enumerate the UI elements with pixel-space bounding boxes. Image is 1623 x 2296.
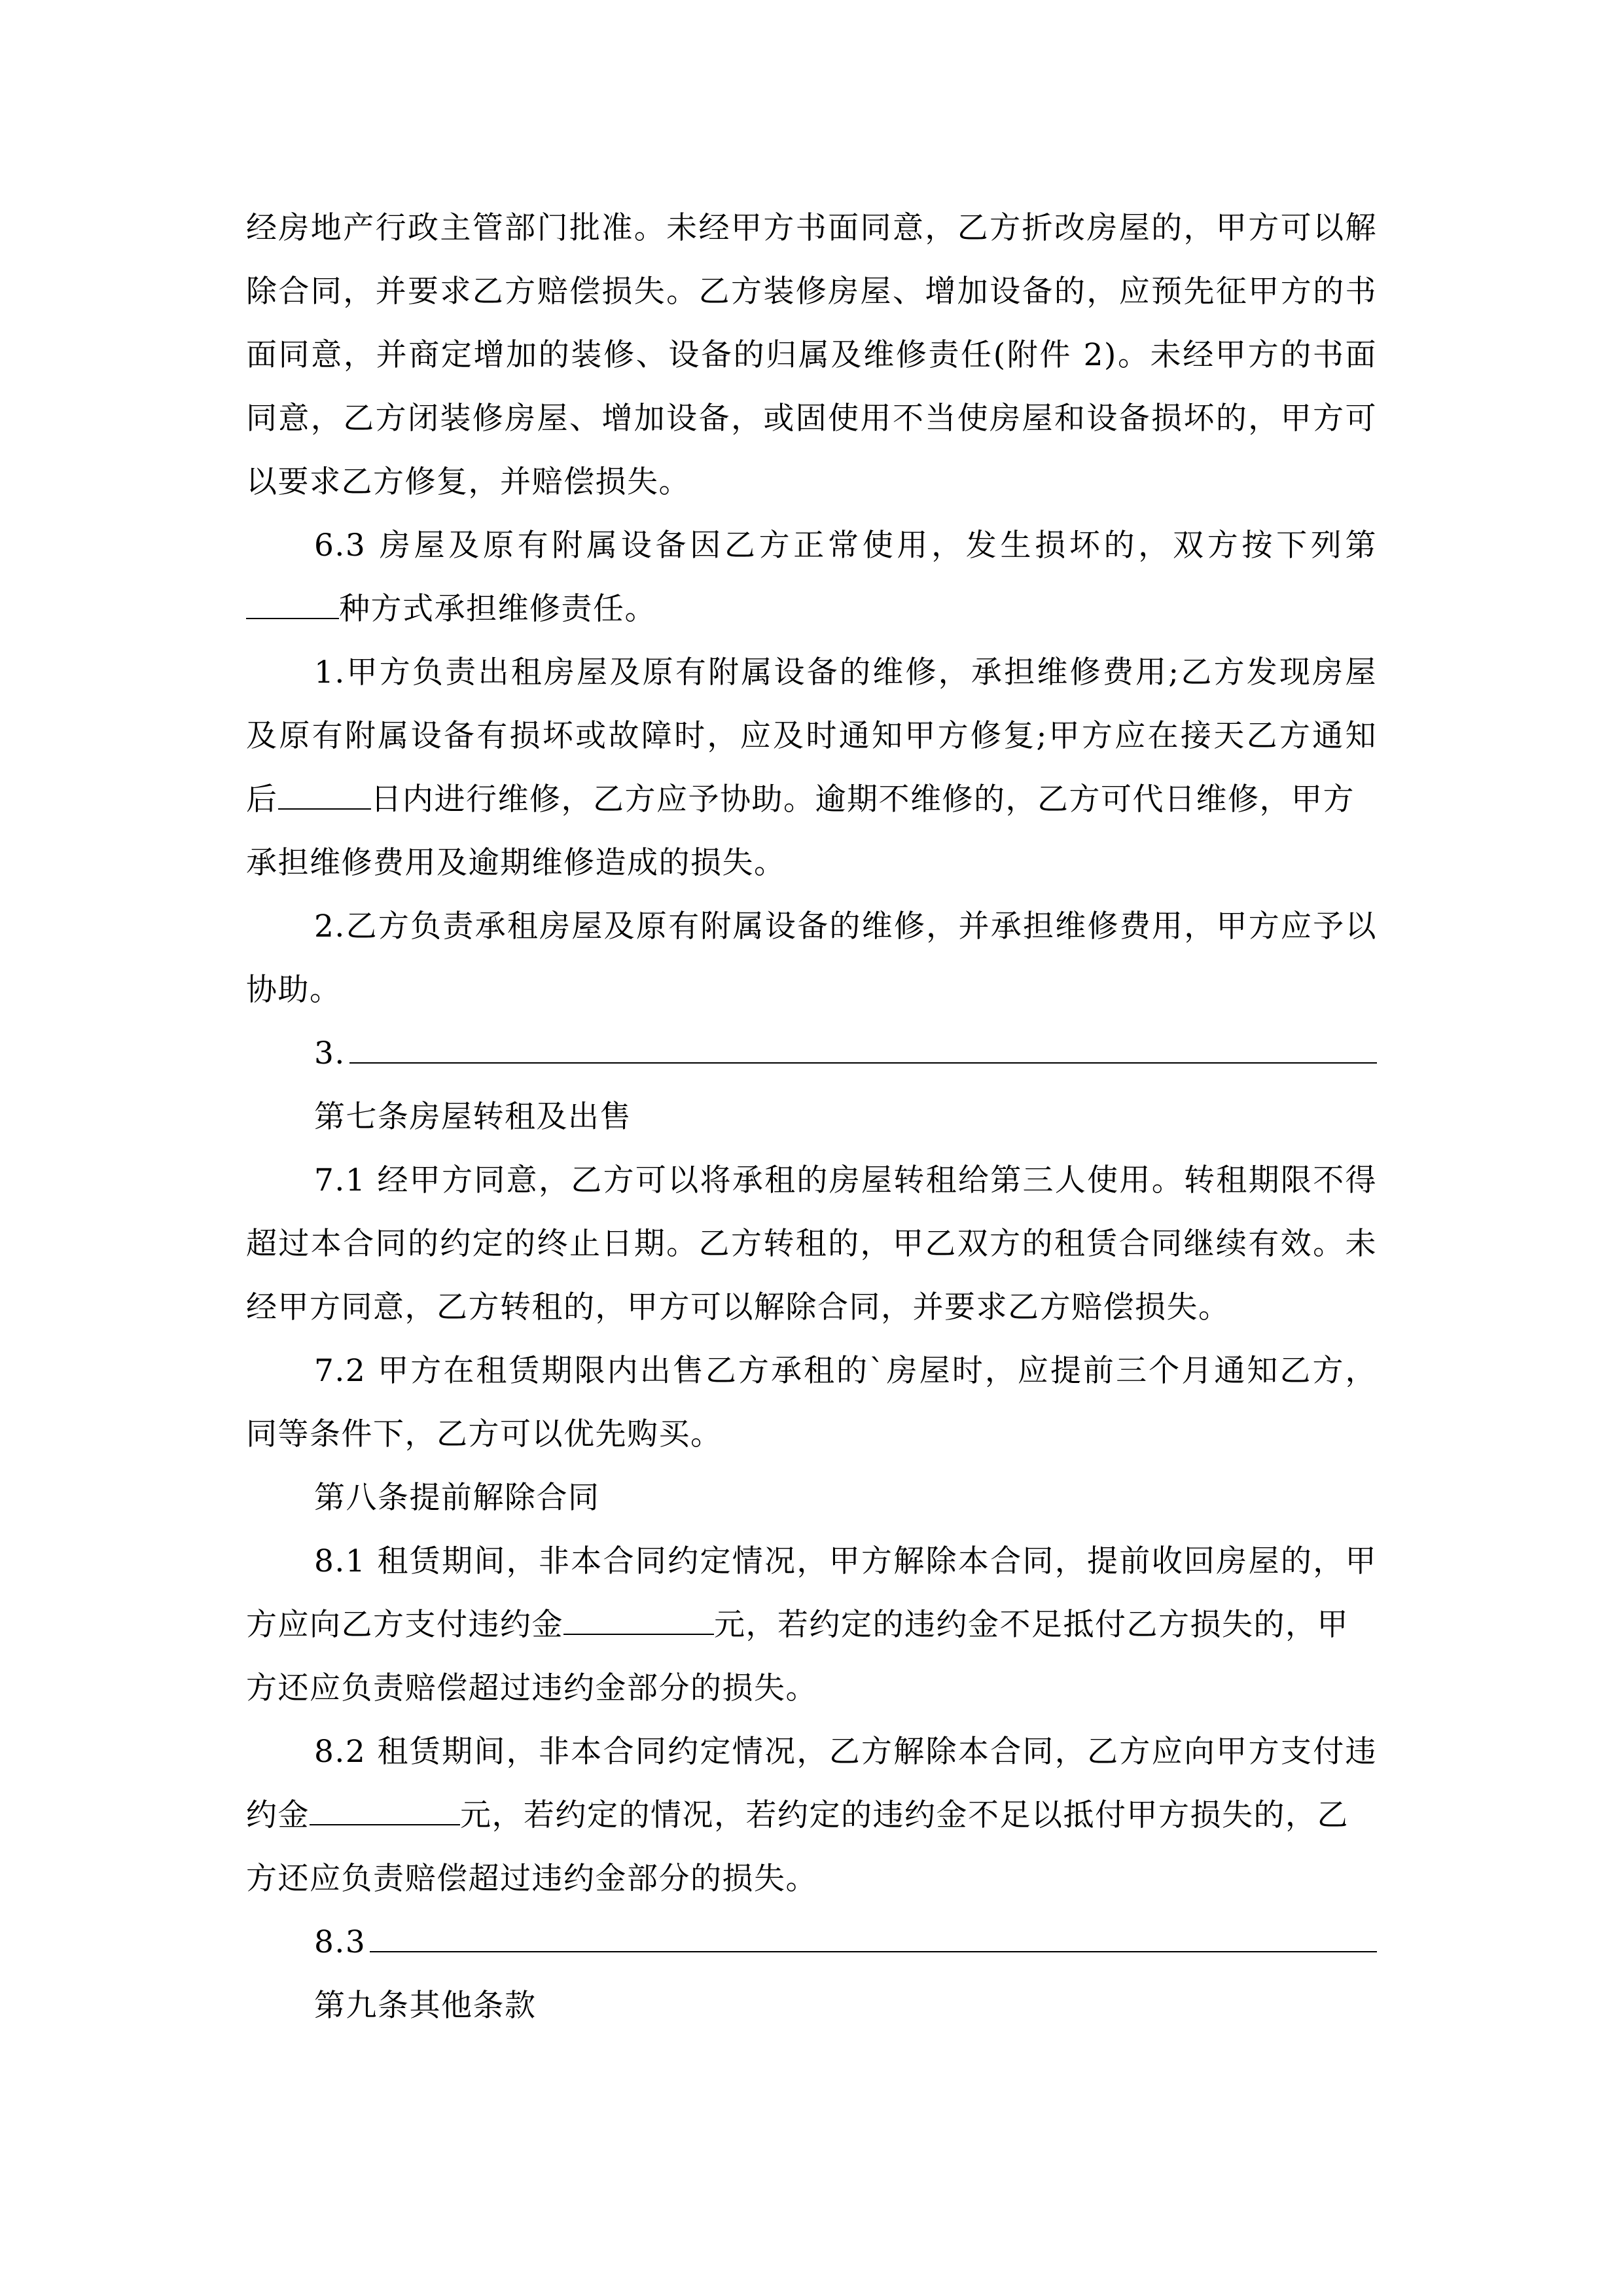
clause-8-1-line-1: 8.1 租赁期间，非本合同约定情况，甲方解除本合同，提前收回房屋的，甲 [314,1543,1377,1579]
article-7-heading: 第七条房屋转租及出售 [314,1099,632,1135]
clause-8-3-label: 8.3 [314,1924,366,1960]
contract-page [246,196,1377,2037]
option-1-line-4: 承担维修费用及逾期维修造成的损失。 [246,845,786,881]
para1-line-4: 同意，乙方闭装修房屋、增加设备，或固使用不当使房屋和设备损坏的，甲方可 [246,401,1377,437]
clause-6-3-line-2 [246,577,1377,641]
option-2-line-2: 协助。 [246,972,342,1008]
article-9-heading: 第九条其他条款 [314,1988,537,2024]
option-1-line-3 [246,768,1377,831]
clause-8-2-line-2 [246,1784,1377,1847]
clause-8-1-text-a: 方应向乙方支付违约金 [246,1607,563,1643]
option-1-line-1: 1.甲方负责出租房屋及原有附属设备的维修，承担维修费用;乙方发现房屋 [314,655,1377,691]
blank-line [370,1928,1377,1952]
article-8-heading: 第八条提前解除合同 [314,1480,600,1516]
blank-line [349,1039,1377,1064]
clause-7-2-line-1: 7.2 甲方在租赁期限内出售乙方承租的`房屋时，应提前三个月通知乙方， [314,1353,1377,1389]
para1-line-2: 除合同，并要求乙方赔偿损失。乙方装修房屋、增加设备的，应预先征甲方的书 [246,274,1377,310]
blank-field [278,789,371,810]
clause-8-3-line [246,1910,1377,1974]
clause-7-2-line-2: 同等条件下，乙方可以优先购买。 [246,1416,722,1452]
blank-field [246,598,339,619]
option-3-label: 3. [314,1035,346,1071]
clause-6-3-line-1: 6.3 房屋及原有附属设备因乙方正常使用，发生损坏的，双方按下列第 [314,528,1377,564]
option-3-line [246,1022,1377,1085]
option-1-text-a: 后 [246,781,278,817]
clause-8-2-text-a: 约金 [246,1797,310,1833]
clause-8-1-line-2 [246,1593,1377,1657]
para1-line-1: 经房地产行政主管部门批准。未经甲方书面同意，乙方折改房屋的，甲方可以解 [246,210,1377,246]
para1-line-3: 面同意，并商定增加的装修、设备的归属及维修责任(附件 2)。未经甲方的书面 [246,337,1377,373]
clause-6-3-text: 种方式承担维修责任。 [339,591,656,627]
option-2-line-1: 2.乙方负责承租房屋及原有附属设备的维修，并承担维修费用，甲方应予以 [314,908,1377,944]
para1-line-5: 以要求乙方修复，并赔偿损失。 [246,464,690,500]
option-1-text-b: 日内进行维修，乙方应予协助。逾期不维修的，乙方可代日维修，甲方 [370,781,1355,817]
clause-7-1-line-1: 7.1 经甲方同意，乙方可以将承租的房屋转租给第三人使用。转租期限不得 [314,1162,1377,1198]
clause-7-1-line-2: 超过本合同的约定的终止日期。乙方转租的，甲乙双方的租赁合同继续有效。未 [246,1226,1377,1262]
blank-field [563,1614,714,1635]
blank-field [310,1804,460,1825]
clause-8-2-text-b: 元，若约定的情况，若约定的违约金不足以抵付甲方损失的，乙 [460,1797,1349,1833]
option-1-line-2: 及原有附属设备有损坏或故障时，应及时通知甲方修复;甲方应在接天乙方通知 [246,718,1377,754]
clause-8-1-line-3: 方还应负责赔偿超过违约金部分的损失。 [246,1670,817,1706]
clause-8-1-text-b: 元，若约定的违约金不足抵付乙方损失的，甲 [714,1607,1349,1643]
clause-7-1-line-3: 经甲方同意，乙方转租的，甲方可以解除合同，并要求乙方赔偿损失。 [246,1289,1230,1325]
clause-8-2-line-1: 8.2 租赁期间，非本合同约定情况，乙方解除本合同，乙方应向甲方支付违 [314,1734,1377,1770]
clause-8-2-line-3: 方还应负责赔偿超过违约金部分的损失。 [246,1861,817,1897]
